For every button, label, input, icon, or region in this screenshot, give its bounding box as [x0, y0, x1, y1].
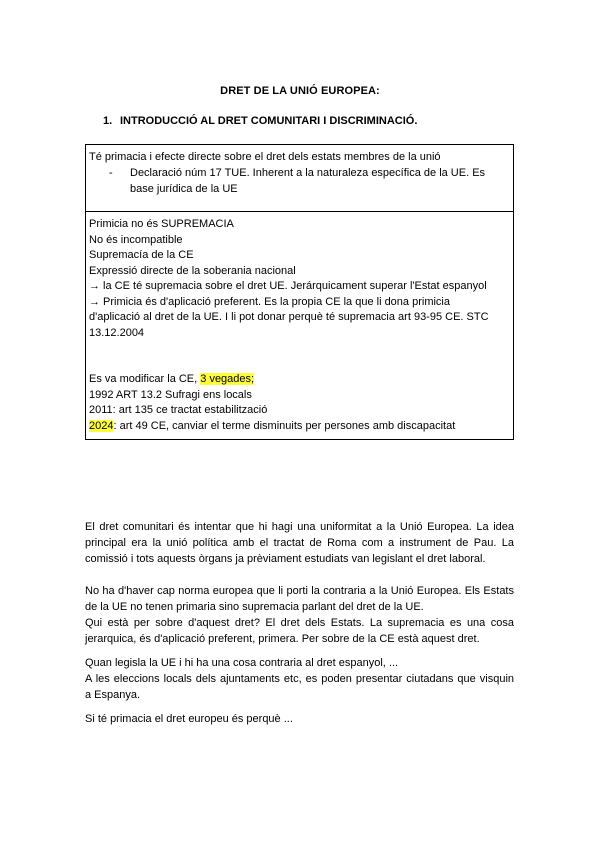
- paragraph-line: principal era la unió política amb el tractat de Roma com a instrument de Pau. La: [85, 537, 514, 549]
- notes-line: 13.12.2004: [89, 326, 145, 339]
- notes-gap: [89, 341, 508, 372]
- paragraph-line: No ha d'haver cap norma europea que li porti la contraria a la Unió Europea. Els Estats: [85, 585, 514, 597]
- modification-item-3-text: : art 49 CE, canviar el terme disminuits per persones amb discapacitat: [113, 419, 456, 432]
- paragraph-line: jerarquica, és d'aplicació preferent, primera. Per sobre de la CE està aquest dret.: [85, 633, 480, 645]
- notes-line: → la CE té supremacia sobre el dret UE. Jerárquicament superar l'Estat espanyol: [89, 280, 487, 292]
- notes-line: Primicia no és SUPREMACIA: [89, 218, 234, 230]
- paragraph-line: de la UE no tenen primaria sino supremacia parlant del dret de la UE.: [85, 601, 424, 613]
- paragraph-2: [85, 583, 514, 647]
- notes-line: d'aplicació al dret de la UE. I li pot donar perquè té supremacia art 93-95 CE. STC: [89, 311, 489, 323]
- notes-box: [85, 212, 514, 440]
- paragraph-line: Qui està per sobre d'aquest dret? El dret dels Estats. La supremacia es una cosa: [85, 617, 514, 629]
- bullet-text-line-2: base jurídica de la UE: [130, 183, 238, 195]
- section-number: 1.: [103, 115, 113, 127]
- section-heading-text: INTRODUCCIÓ AL DRET COMUNITARI I DISCRIMINACIÓ.: [120, 115, 418, 127]
- paragraph-3: [85, 655, 514, 703]
- modification-line: [89, 372, 508, 388]
- section-heading: [103, 115, 417, 127]
- modification-item-1: 1992 ART 13.2 Sufragi ens locals: [89, 388, 252, 401]
- notes-line: → Primicia és d'aplicació preferent. Es la propia CE la que li dona primicia: [89, 295, 450, 308]
- summary-bullet: [89, 165, 508, 197]
- bullet-dash: -: [109, 167, 113, 179]
- modification-prefix: Es va modificar la CE,: [89, 373, 201, 385]
- bullet-text-line-1: Declaració núm 17 TUE. Inherent a la naturaleza específica de la UE. Es: [130, 167, 486, 179]
- paragraph-line: El dret comunitari és intentar que hi hagi una uniformitat a la Unió Europea. La idea: [85, 521, 514, 533]
- paragraph-line: Quan legisla la UE i hi ha una cosa contraria al dret espanyol, ...: [85, 657, 399, 669]
- paragraph-line: A les eleccions locals dels ajuntaments etc, es poden presentar ciutadans que visquin: [85, 673, 514, 685]
- notes-line: No és incompatible: [89, 233, 183, 246]
- modification-highlight: 3 vegades;: [200, 373, 255, 385]
- modification-item-3: [89, 419, 508, 435]
- paragraph-1: [85, 519, 514, 567]
- document-title: DRET DE LA UNIÓ EUROPEA:: [220, 85, 380, 97]
- paragraph-4: Si té primacia el dret europeu és perquè ...: [85, 713, 293, 725]
- summary-lead: Té primacia i efecte directe sobre el dret dels estats membres de la unió: [89, 151, 441, 163]
- notes-line: Supremacía de la CE: [89, 249, 194, 261]
- paragraph-line: comissió i tots aquests òrgans ja prèviament estudiats van legislant el dret laboral.: [85, 553, 486, 565]
- summary-box: [85, 144, 514, 212]
- notes-line: Expressió directe de la soberania nacional: [89, 264, 296, 277]
- modification-item-2: 2011: art 135 ce tractat estabilització: [89, 404, 268, 416]
- modification-year-highlight: 2024: [89, 419, 114, 432]
- paragraph-line: a Espanya.: [85, 689, 141, 701]
